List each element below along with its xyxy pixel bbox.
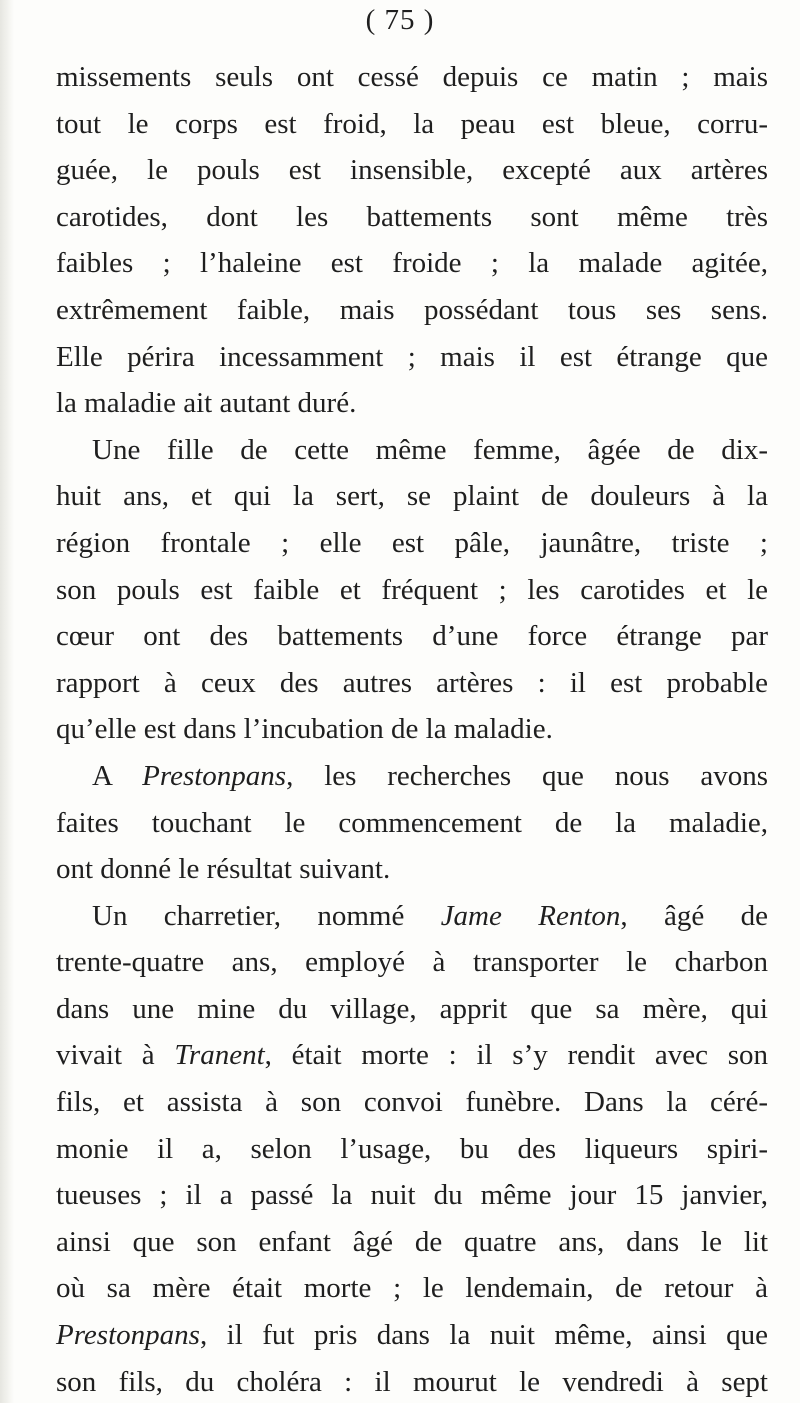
text-line: son fils, du choléra : il mourut le vendredi à sept [56,1365,768,1398]
line-suffix: , les recherches que nous avons [286,759,768,792]
text-line [56,1032,768,1079]
binding-shadow [0,0,14,1403]
place-name: Prestonpans [142,759,287,792]
text-line: tout le corps est froid, la peau est bleue, corru- [56,107,768,140]
line-prefix: Un charretier, nommé [92,899,441,932]
text-line: région frontale ; elle est pâle, jaunâtre, triste ; [56,526,768,559]
text-line: la maladie ait autant duré. [56,387,357,420]
text-line: tueuses ; il a passé la nuit du même jour 15 janvier, [56,1179,768,1212]
text-line: faibles ; l’haleine est froide ; la malade agitée, [56,247,768,280]
line-suffix: , il fut pris dans la nuit même, ainsi que [199,1319,768,1352]
text-line [56,1312,768,1359]
body-text [56,54,768,1405]
text-line: fils, et assista à son convoi funèbre. Dans la céré- [56,1086,768,1119]
person-name: Jame Renton [440,899,621,932]
text-line: monie il a, selon l’usage, bu des liqueurs spiri- [56,1132,768,1165]
text-line: dans une mine du village, apprit que sa mère, qui [56,992,768,1025]
text-line: ainsi que son enfant âgé de quatre ans, dans le lit [56,1225,768,1258]
text-line: cœur ont des battements d’une force étrange par [56,620,768,653]
text-line: ont donné le résultat suivant. [56,853,391,886]
text-line: Elle périra incessamment ; mais il est étrange que [56,340,768,373]
place-name: Tranent [174,1039,265,1072]
text-line: rapport à ceux des autres artères : il est probable [56,666,768,699]
line-suffix: , était morte : il s’y rendit avec son [264,1039,768,1072]
text-line: carotides, dont les battements sont même très [56,200,768,233]
text-line [56,893,768,940]
text-line: guée, le pouls est insensible, excepté aux artères [56,154,768,187]
text-line: Une fille de cette même femme, âgée de dix- [92,433,768,466]
place-name: Prestonpans [56,1319,200,1352]
text-line: missements seuls ont cessé depuis ce matin ; mais [56,61,768,93]
text-line: où sa mère était morte ; le lendemain, de retour à [56,1272,768,1305]
text-line: son pouls est faible et fréquent ; les carotides et le [56,573,768,606]
text-line: extrêmement faible, mais possédant tous ses sens. [56,293,768,326]
line-prefix: vivait à [56,1039,175,1072]
text-line: faites touchant le commencement de la maladie, [56,806,768,839]
line-prefix: A [92,759,143,792]
text-line: huit ans, et qui la sert, se plaint de douleurs à la [56,480,768,513]
page-number: ( 75 ) [365,4,435,36]
line-suffix: , âgé de [620,899,768,932]
text-line: trente-quatre ans, employé à transporter le charbon [56,946,768,979]
text-line [56,753,768,800]
text-line: qu’elle est dans l’incubation de la maladie. [56,713,553,746]
